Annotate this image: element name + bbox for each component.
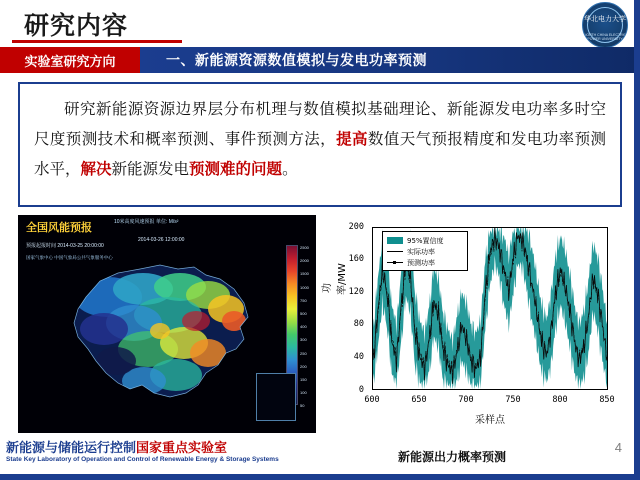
body-text-4: 。: [282, 160, 298, 178]
map-legend-labels: [300, 241, 314, 411]
bottom-accent-strip: [0, 474, 640, 480]
map-subtitle: 10米高度风速预报 单位: M/s²: [114, 219, 179, 225]
chart-y-tick: 200: [348, 222, 364, 232]
chart-y-tick: 0: [358, 385, 364, 395]
figure-caption: 新能源出力概率预测: [398, 450, 507, 464]
legend-item-forecast: [387, 257, 463, 268]
body-highlight-1: 提高: [336, 130, 368, 148]
title-underline: [12, 40, 182, 43]
chart-x-tick: 650: [411, 395, 427, 405]
right-accent-strip: [634, 0, 640, 480]
legend-value: 400: [300, 324, 307, 330]
body-text-2: 数值天气预报精度和发电功率预测水平，: [34, 130, 606, 178]
chart-x-tick: 800: [552, 395, 568, 405]
legend-label: 预测功率: [407, 258, 435, 267]
legend-value: 250: [300, 350, 307, 356]
section-heading: 一、新能源资源数值模拟与发电功率预测: [140, 47, 640, 73]
band-swatch-icon: [387, 237, 403, 244]
chart-y-tick: 120: [348, 287, 364, 297]
probability-forecast-chart: [322, 215, 624, 433]
wind-forecast-map-figure: [18, 215, 316, 433]
legend-value: 2500: [300, 245, 309, 250]
chart-x-tick: 700: [458, 395, 474, 405]
page-number: 4: [614, 440, 622, 455]
emblem-cn-text: 华北电力大学: [584, 15, 626, 23]
page-title: 研究内容: [24, 12, 129, 40]
legend-value: 500: [300, 311, 307, 317]
chart-x-axis-label: 采样点: [475, 415, 505, 426]
legend-label: 实际功率: [407, 247, 435, 256]
slide-header: [0, 0, 640, 46]
lab-name-cn: [6, 437, 227, 456]
section-bar: [0, 47, 640, 73]
legend-value: 1000: [300, 284, 309, 290]
emblem-en-text: NORTH CHINA ELECTRIC POWER UNIVERSITY: [583, 33, 627, 41]
body-text-1: 研究新能源资源边界层分布机理与数值模拟基础理论、新能源发电功率多时空尺度预测技术和概率预测、事件预测方法，: [34, 100, 606, 148]
line-swatch-icon: [387, 251, 403, 252]
legend-label: 95%置信度: [407, 236, 444, 245]
map-date-left: 预报起报时间 2014-03-25 20:00:00: [26, 243, 104, 249]
chart-legend: [382, 231, 468, 271]
legend-value: 150: [300, 377, 307, 383]
university-emblem-icon: [582, 2, 628, 48]
map-issuer: 国家气象中心 中国气象局公共气象服务中心: [26, 255, 113, 260]
legend-value: 2000: [300, 258, 309, 264]
legend-value: 750: [300, 297, 307, 303]
lab-name-cn-red: 国家重点实验室: [136, 440, 228, 455]
china-outline-icon: [48, 257, 263, 422]
body-paragraph: [34, 94, 606, 184]
lab-name-en: State Key Laboratory of Operation and Control of Renewable Energy & Storage Systems: [6, 456, 279, 463]
body-highlight-2: 解决: [80, 160, 112, 178]
legend-item-band: [387, 235, 463, 246]
chart-x-tick: 850: [599, 395, 615, 405]
legend-value: 1500: [300, 271, 309, 277]
section-tag: 实验室研究方向: [0, 47, 140, 73]
legend-value: 50: [300, 403, 305, 409]
china-wind-field: [48, 257, 263, 422]
marker-line-swatch-icon: [387, 262, 403, 263]
body-highlight-3: 预测难的问题: [189, 160, 283, 178]
south-sea-inset: [256, 373, 296, 421]
legend-item-actual: [387, 246, 463, 257]
chart-x-tick: 750: [505, 395, 521, 405]
chart-y-tick: 40: [353, 352, 364, 362]
body-text-3: 新能源发电: [111, 160, 190, 178]
chart-y-axis-label: 功率/MW: [322, 263, 348, 295]
body-text-box: [18, 82, 622, 207]
chart-x-tick: 600: [364, 395, 380, 405]
legend-value: 200: [300, 363, 307, 369]
legend-value: 100: [300, 390, 307, 396]
chart-y-tick: 80: [353, 319, 364, 329]
map-date-right: 2014-03-26 12:00:00: [138, 237, 185, 243]
legend-value: 300: [300, 337, 307, 343]
map-title: 全国风能预报: [26, 222, 92, 234]
lab-name-cn-part1: 新能源与储能运行控制: [6, 440, 137, 455]
chart-y-tick: 160: [348, 254, 364, 264]
